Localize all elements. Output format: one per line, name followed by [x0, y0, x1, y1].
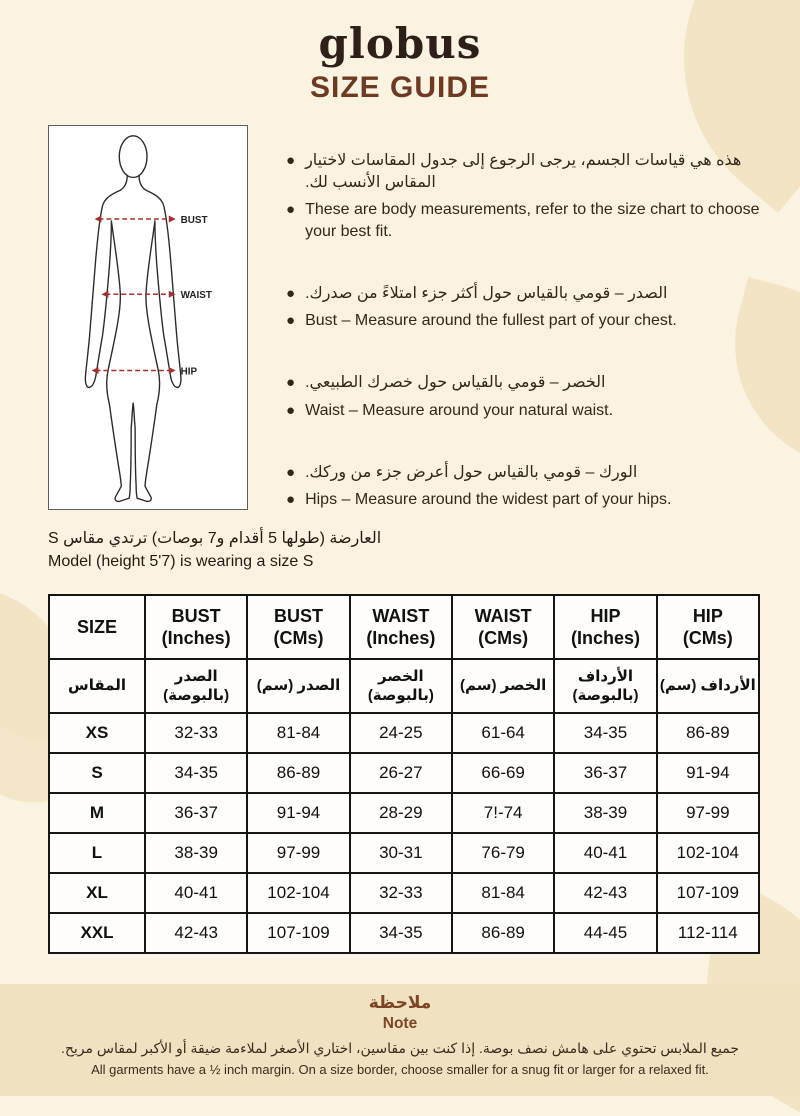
instruction-bullet-en — [286, 489, 764, 511]
header-size-ar: المقاس — [49, 659, 145, 713]
measurement-cell: 112-114 — [657, 913, 759, 953]
measurement-instructions — [286, 150, 764, 551]
measurement-cell: 34-35 — [554, 713, 656, 753]
instruction-text-ar: الخصر – قومي بالقياس حول خصرك الطبيعي. — [305, 374, 606, 392]
instruction-group-hip — [286, 462, 764, 511]
body-diagram-panel — [48, 125, 248, 510]
bullet-icon: ● — [286, 312, 296, 330]
instruction-text-ar: هذه هي قياسات الجسم، يرجى الرجوع إلى جدول المقاسات لاختيار المقاس الأنسب لك. — [305, 152, 742, 192]
instruction-bullet-en — [286, 310, 764, 332]
header-waist-cms-ar: الخصر (سم) — [452, 659, 554, 713]
note-body-en: All garments have a ½ inch margin. On a size border, choose smaller for a snug fit or larger for a relaxed fit. — [91, 1062, 709, 1077]
measurement-cell: 97-99 — [247, 833, 349, 873]
instruction-group-waist — [286, 372, 764, 421]
header-waist-inches: WAIST (Inches) — [350, 595, 452, 659]
measurement-cell: 40-41 — [145, 873, 247, 913]
model-height-note — [48, 527, 381, 573]
bullet-icon: ● — [286, 463, 296, 481]
measurement-cell: 81-84 — [452, 873, 554, 913]
instruction-text-en: Bust – Measure around the fullest part of your chest. — [305, 312, 677, 330]
measurement-cell: 34-35 — [145, 753, 247, 793]
measurement-cell: 86-89 — [247, 753, 349, 793]
size-cell: XS — [49, 713, 145, 753]
bust-label: BUST — [180, 214, 208, 226]
instruction-bullet-ar — [286, 283, 764, 305]
table-header-row-en — [49, 595, 759, 659]
instruction-text-en: Waist – Measure around your natural waist. — [305, 401, 614, 419]
header-waist-inches-ar: الخصر (بالبوصة) — [350, 659, 452, 713]
measurement-cell: 38-39 — [554, 793, 656, 833]
measurement-cell: 36-37 — [145, 793, 247, 833]
measurement-cell: 61-64 — [452, 713, 554, 753]
table-header-row-ar — [49, 659, 759, 713]
measurement-cell: 7!-74 — [452, 793, 554, 833]
size-cell: XXL — [49, 913, 145, 953]
measurement-cell: 97-99 — [657, 793, 759, 833]
measurement-cell: 107-109 — [657, 873, 759, 913]
table-row — [49, 793, 759, 833]
header-size: SIZE — [49, 595, 145, 659]
measurement-cell: 91-94 — [247, 793, 349, 833]
instruction-bullet-ar — [286, 150, 764, 194]
measurement-cell: 30-31 — [350, 833, 452, 873]
header-hip-cms-ar: الأرداف (سم) — [657, 659, 759, 713]
instruction-text-en: Hips – Measure around the widest part of your hips. — [305, 490, 672, 508]
bullet-icon: ● — [286, 374, 296, 392]
size-cell: L — [49, 833, 145, 873]
table-row — [49, 913, 759, 953]
header-bust-inches-ar: الصدر (بالبوصة) — [145, 659, 247, 713]
measurement-cell: 28-29 — [350, 793, 452, 833]
measurement-cell: 26-27 — [350, 753, 452, 793]
table-row — [49, 713, 759, 753]
measurement-cell: 102-104 — [247, 873, 349, 913]
instruction-bullet-ar — [286, 372, 764, 394]
header-bust-cms: BUST (CMs) — [247, 595, 349, 659]
measurement-cell: 42-43 — [145, 913, 247, 953]
size-chart-table — [48, 594, 760, 954]
size-guide-title: SIZE GUIDE — [309, 71, 491, 105]
note-section — [0, 984, 800, 1096]
measurement-cell: 86-89 — [452, 913, 554, 953]
measurement-cell: 86-89 — [657, 713, 759, 753]
globus-logo: globus — [318, 19, 482, 68]
table-row — [49, 833, 759, 873]
bullet-icon: ● — [286, 285, 296, 303]
size-cell: M — [49, 793, 145, 833]
table-row — [49, 753, 759, 793]
measurement-cell: 81-84 — [247, 713, 349, 753]
page-header — [0, 0, 800, 105]
model-height-note-en: Model (height 5'7) is wearing a size S — [48, 553, 314, 571]
bullet-icon: ● — [286, 490, 296, 508]
header-bust-cms-ar: الصدر (سم) — [247, 659, 349, 713]
measurement-cell: 44-45 — [554, 913, 656, 953]
size-cell: S — [49, 753, 145, 793]
instruction-bullet-en — [286, 400, 764, 422]
bullet-icon: ● — [286, 152, 296, 169]
bullet-icon: ● — [286, 201, 296, 219]
body-measurement-figure — [49, 126, 247, 509]
note-title-en: Note — [382, 1015, 418, 1032]
measurement-cell: 76-79 — [452, 833, 554, 873]
note-body-ar: جميع الملابس تحتوي على هامش نصف بوصة. إذا كنت بين مقاسين، اختاري الأصغر لملاءمة ضيقة أو الأكبر لمقاس مريح. — [60, 1040, 740, 1056]
instruction-bullet-ar — [286, 462, 764, 484]
header-waist-cms: WAIST (CMs) — [452, 595, 554, 659]
measurement-cell: 36-37 — [554, 753, 656, 793]
bullet-icon: ● — [286, 401, 296, 419]
measurement-cell: 32-33 — [350, 873, 452, 913]
instruction-group-bust — [286, 283, 764, 332]
measurement-cell: 34-35 — [350, 913, 452, 953]
header-hip-inches-ar: الأرداف (بالبوصة) — [554, 659, 656, 713]
header-hip-cms: HIP (CMs) — [657, 595, 759, 659]
model-height-note-ar: العارضة (طولها 5 أقدام و7 بوصات) ترتدي مقاس S — [48, 530, 382, 547]
instruction-group-general — [286, 150, 764, 243]
measurement-cell: 38-39 — [145, 833, 247, 873]
measurement-cell: 66-69 — [452, 753, 554, 793]
measurement-cell: 102-104 — [657, 833, 759, 873]
waist-label: WAIST — [180, 290, 212, 302]
instruction-text-ar: الورك – قومي بالقياس حول أعرض جزء من وركك. — [305, 463, 638, 481]
instruction-text-ar: الصدر – قومي بالقياس حول أكثر جزء امتلاءً من صدرك. — [305, 285, 668, 303]
size-cell: XL — [49, 873, 145, 913]
header-hip-inches: HIP (Inches) — [554, 595, 656, 659]
header-bust-inches: BUST (Inches) — [145, 595, 247, 659]
hip-label: HIP — [180, 366, 198, 378]
instruction-text-en: These are body measurements, refer to the size chart to choose your best fit. — [305, 201, 760, 241]
instruction-bullet-en — [286, 199, 764, 243]
measurement-cell: 42-43 — [554, 873, 656, 913]
measurement-cell: 91-94 — [657, 753, 759, 793]
table-row — [49, 873, 759, 913]
measurement-cell: 107-109 — [247, 913, 349, 953]
note-title-ar: ملاحظة — [368, 993, 432, 1012]
measurement-cell: 24-25 — [350, 713, 452, 753]
measurement-cell: 40-41 — [554, 833, 656, 873]
measurement-cell: 32-33 — [145, 713, 247, 753]
